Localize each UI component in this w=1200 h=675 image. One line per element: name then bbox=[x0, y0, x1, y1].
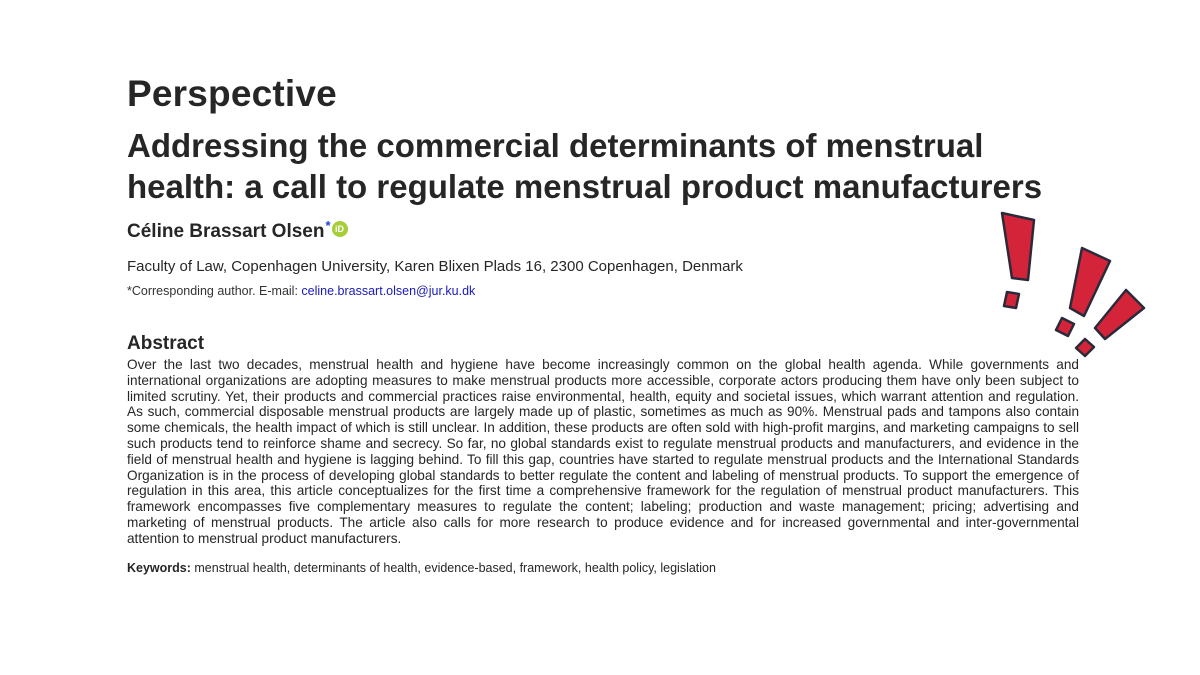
article-title: Addressing the commercial determinants of menstrual health: a call to regulate menstrual product manufacturers bbox=[127, 127, 1043, 205]
author-name: Céline Brassart Olsen bbox=[127, 221, 325, 242]
corresponding-author-mark[interactable]: * bbox=[325, 217, 331, 233]
section-label: Perspective bbox=[127, 73, 337, 114]
keywords-label: Keywords: bbox=[127, 561, 191, 576]
abstract-text: Over the last two decades, menstrual health and hygiene have become increasingly common on the global health agenda. While governments and international organizations are adopting measures to make menstrual products more accessible, corporate actors producing them have only been subject to limited scrutiny. Yet, their products and commercial practices raise environmental, health, equity and societal issues, which warrant attention and regulation. As such, commercial disposable menstrual products are largely made up of plastic, sometimes as much as 90%. Menstrual pads and tampons also contain some chemicals, the health impact of which is still unclear. In addition, these products are often sold with high-profit margins, and marketing campaigns to sell such products tend to reinforce shame and secrecy. So far, no global standards exist to regulate menstrual products and manufacturers, and evidence in the field of menstrual health and hygiene is lagging behind. To fill this gap, countries have started to regulate menstrual products and the International Standards Organization is in the process of developing global standards to better regulate the content and labeling of menstrual products. To support the emergence of regulation in this area, this article conceptualizes for the first time a comprehensive framework for the regulation of menstrual product manufacturers. This framework encompasses five complementary measures to regulate the content; labeling; production and waste management; pricing; advertising and marketing of menstrual products. The article also calls for more research to produce evidence and for increased governmental and inter-governmental attention to menstrual product manufacturers. bbox=[127, 357, 1079, 546]
author-line bbox=[127, 219, 1079, 245]
orcid-icon[interactable]: iD bbox=[332, 221, 348, 237]
paper-header bbox=[127, 72, 1079, 576]
exclamation-mark-1 bbox=[1002, 213, 1034, 308]
corresponding-label: *Corresponding author. E-mail: bbox=[127, 284, 302, 298]
affiliation: Faculty of Law, Copenhagen University, Karen Blixen Plads 16, 2300 Copenhagen, Denmark bbox=[127, 258, 743, 275]
email-link[interactable]: celine.brassart.olsen@jur.ku.dk bbox=[301, 284, 476, 298]
abstract-heading: Abstract bbox=[127, 333, 205, 354]
keywords-list: menstrual health, determinants of health, evidence-based, framework, health policy, legislation bbox=[190, 561, 716, 576]
exclamation-marks-icon bbox=[990, 208, 1160, 358]
corresponding-author-note bbox=[127, 283, 1079, 299]
keywords bbox=[127, 560, 1079, 576]
